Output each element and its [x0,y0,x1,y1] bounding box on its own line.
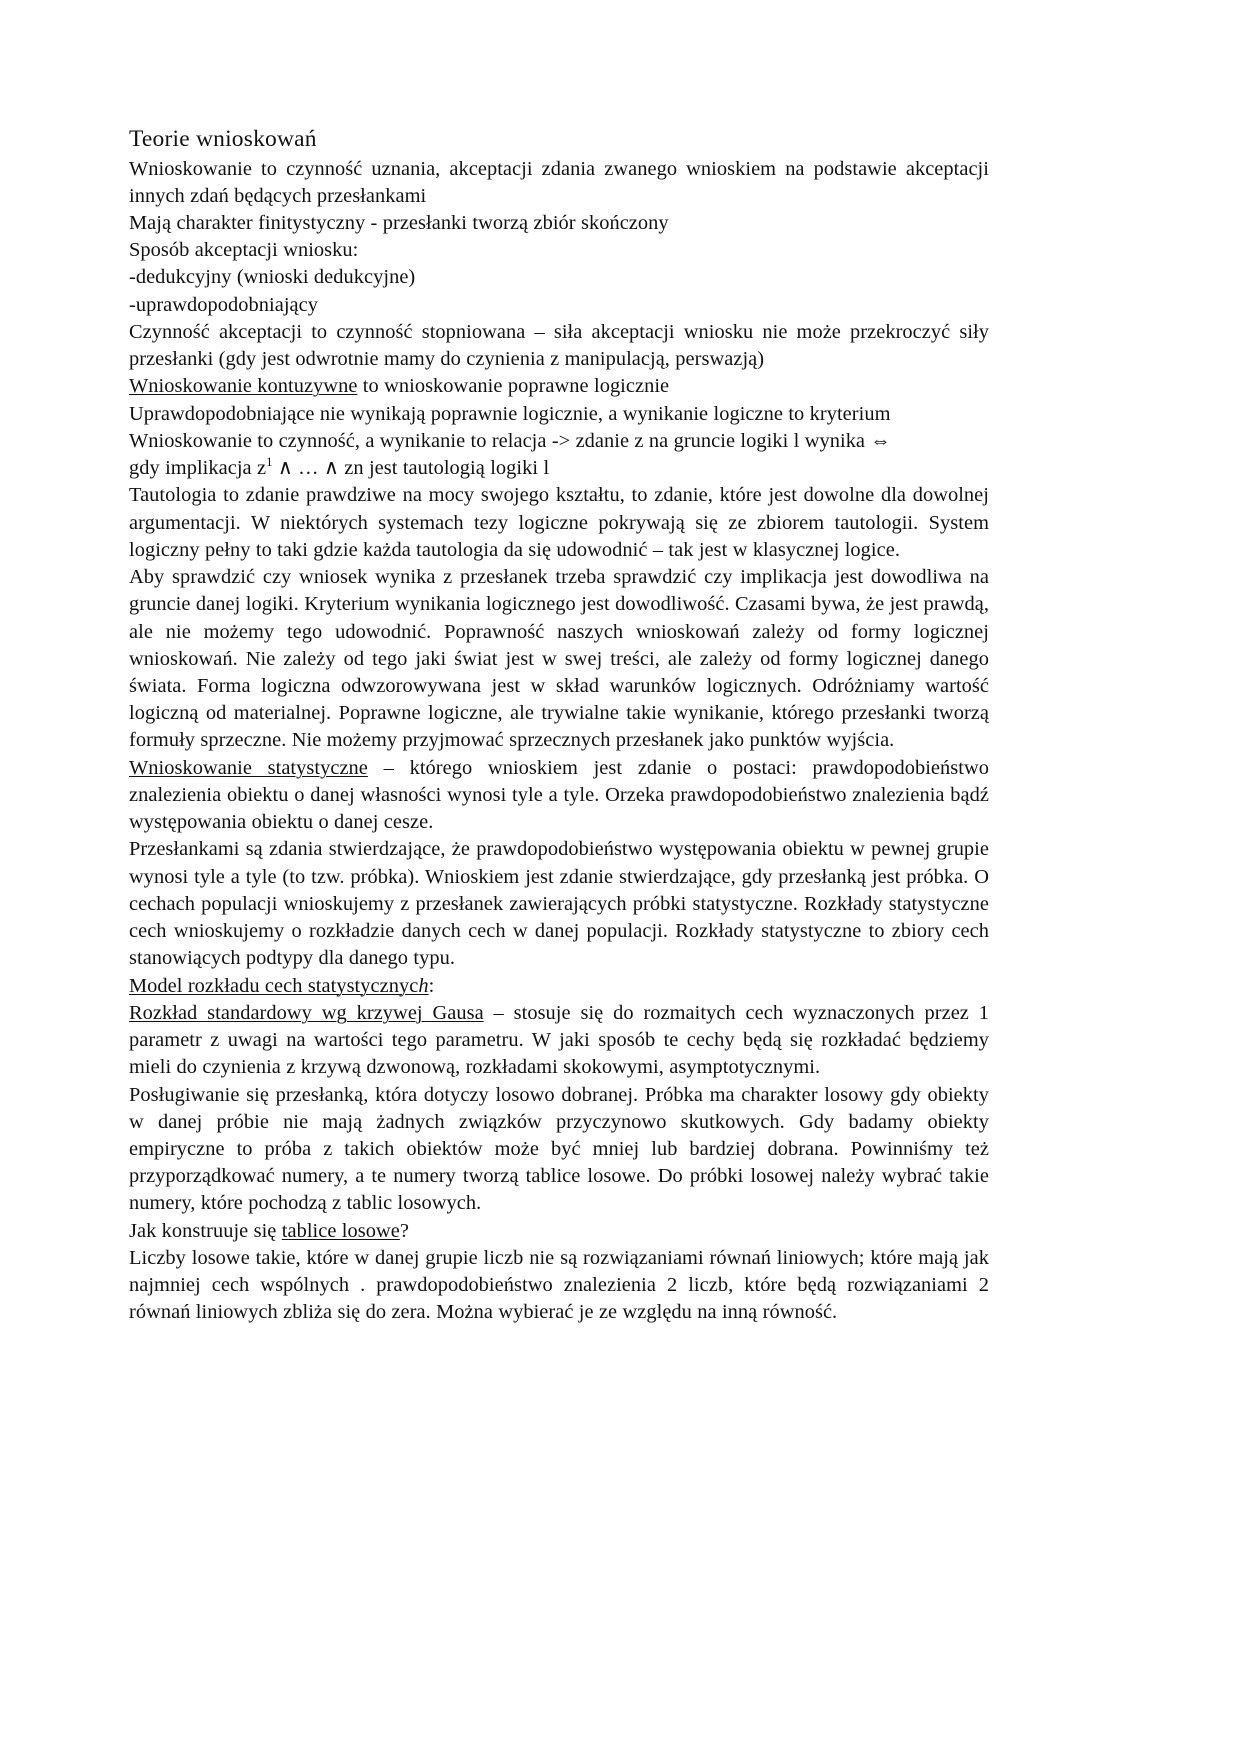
paragraph-finitystyczny: Mają charakter finitystyczny - przesłanki tworzą zbiór skończony [129,212,669,235]
page-title: Teorie wnioskowań [129,126,317,152]
paragraph-uprawdopodobniajace: Uprawdopodobniające nie wynikają poprawnie logicznie, a wynikanie logiczne to kryterium [129,402,891,425]
paragraph-wnioskowanie-statystyczne [129,755,989,837]
paragraph-model-rozkladu-colon: : [428,974,435,997]
underlined-term-statystyczne: Wnioskowanie statystyczne [129,756,368,779]
paragraph-definition: Wnioskowanie to czynność uznania, akceptacji zdania zwanego wnioskiem na podstawie akceptacji innych zdań będących przesłankami [129,157,989,207]
formula-suffix: ∧ … ∧ zn jest tautologią logiki l [272,457,550,480]
paragraph-czynnosc-akceptacji: Czynność akceptacji to czynność stopniowana – siła akceptacji wniosku nie może przekroczyć siły przesłanki (gdy jest odwrotnie mamy do czynienia z manipulacją, perswazją) [129,320,989,371]
paragraph-statystyczne-tail: – którego wnioskiem jest zdanie o postaci: prawdopodobieństwo znalezienia obiektu o danej własności wynosi tyle a tyle. Orzeka prawdopodobieństwo znalezienia bądź występowania obiektu o danej cesze. [129,756,990,834]
underlined-term-rozklad-gausa: Rozkład standardowy wg krzywej Gausa [129,1001,484,1024]
paragraph-relacja: Wnioskowanie to czynność, a wynikanie to relacja -> zdanie z na gruncie logiki l wynika ⇔ [129,429,891,452]
paragraph-liczby-losowe: Liczby losowe takie, które w danej grupie liczb nie są rozwiązaniami równań liniowych; które mają jak najmniej cech wspólnych . prawdopodobieństwo znalezienia 2 liczb, które będą rozwiązaniami 2 równań liniowych zbliża się do zera. Można wybierać je ze względu na inną równość. [129,1246,989,1324]
paragraph-sposob-akceptacji: Sposób akceptacji wniosku: [129,239,359,262]
paragraph-jak-konstruuje-pre: Jak konstruuje się [129,1219,282,1242]
paragraph-wnioskowanie-kontuzywne [129,373,989,400]
formula-prefix: gdy implikacja z [129,457,267,480]
paragraph-tautologia: Tautologia to zdanie prawdziwe na mocy swojego kształtu, to zdanie, które jest dowolne dla dowolnej argumentacji. W niektórych systemach tezy logiczne pokrywają się ze zbiorem tautologii. System logiczny pełny to taki gdzie każda tautologia da się udowodnić – tak jest w klasycznej logice. [129,484,989,561]
paragraph-implikacja-formula [129,455,989,482]
list-item-dedukcyjny: -dedukcyjny (wnioski dedukcyjne) [129,266,416,289]
underlined-term-model-rozkladu: Model rozkładu cech statystycznyc [129,974,419,997]
paragraph-przeslankami: Przesłankami są zdania stwierdzające, że prawdopodobieństwo występowania obiektu w pewnej grupie wynosi tyle a tyle (to tzw. próbka). Wnioskiem jest zdanie stwierdzające, gdy przesłanką jest próbka. O cechach populacji wnioskujemy z przesłanek zawierających próbki statystyczne. Rozkłady statystyczne cech wnioskujemy o rozkładzie danych cech w danej populacji. Rozkłady statystyczne to zbiory cech stanowiących podtypy dla danego typu. [129,838,989,970]
document-body [129,124,989,1327]
paragraph-rozklad-gausa [129,1000,989,1082]
paragraph-model-rozkladu [129,973,989,1000]
paragraph-jak-konstruuje [129,1218,989,1245]
paragraph-posugiwanie-przeslanka: Posługiwanie się przesłanką, która dotyczy losowo dobranej. Próbka ma charakter losowy gdy obiekty w danej próbie nie mają żadnych związków przyczynowo skutkowych. Gdy badamy obiekty empiryczne to próba z takich obiektów może być mniej lub bardziej dobrana. Powinniśmy też przyporządkować numery, a te numery tworzą tablice losowe. Do próbki losowej należy wybrać takie numery, które pochodzą z tablic losowych. [129,1083,989,1215]
paragraph-jak-konstruuje-post: ? [399,1219,409,1242]
paragraph-dowodliwosc: Aby sprawdzić czy wniosek wynika z przesłanek trzeba sprawdzić czy implikacja jest dowodliwa na gruncie danej logiki. Kryterium wynikania logicznego jest dowodliwość. Czasami bywa, że jest prawdą, ale nie możemy tego udowodnić. Poprawność naszych wnioskowań zależy od formy logicznej wnioskowań. Nie zależy od tego jaki świat jest w swej treści, ale zależy od formy logicznej danego świata. Forma logiczna odwzorowywana jest w skład warunków logicznych. Odróżniamy wartość logiczną od materialnej. Poprawne logiczne, ale trywialne takie wynikanie, którego przesłanki tworzą formuły sprzeczne. Nie możemy przyjmować sprzecznych przesłanek jako punktów wyjścia. [129,566,989,752]
list-item-uprawdopodobniajacy: -uprawdopodobniający [129,293,318,316]
paragraph-kontuzywne-tail: to wnioskowanie poprawne logicznie [357,375,670,398]
formula-superscript: 1 [266,455,273,470]
underlined-term-kontuzywne: Wnioskowanie kontuzywne [129,375,358,398]
underlined-term-tablice-losowe: tablice losowe [281,1219,400,1242]
underlined-term-model-rozkladu-italic-tail: h [418,974,429,997]
paragraph-rozklad-gausa-tail: – stosuje się do rozmaitych cech wyznaczonych przez 1 parametr z uwagi na wartości tego parametru. W jaki sposób te cechy będą się rozkładać będziemy mieli do czynienia z krzywą dzwonową, rozkładami skokowymi, asymptotycznymi. [129,1001,989,1079]
